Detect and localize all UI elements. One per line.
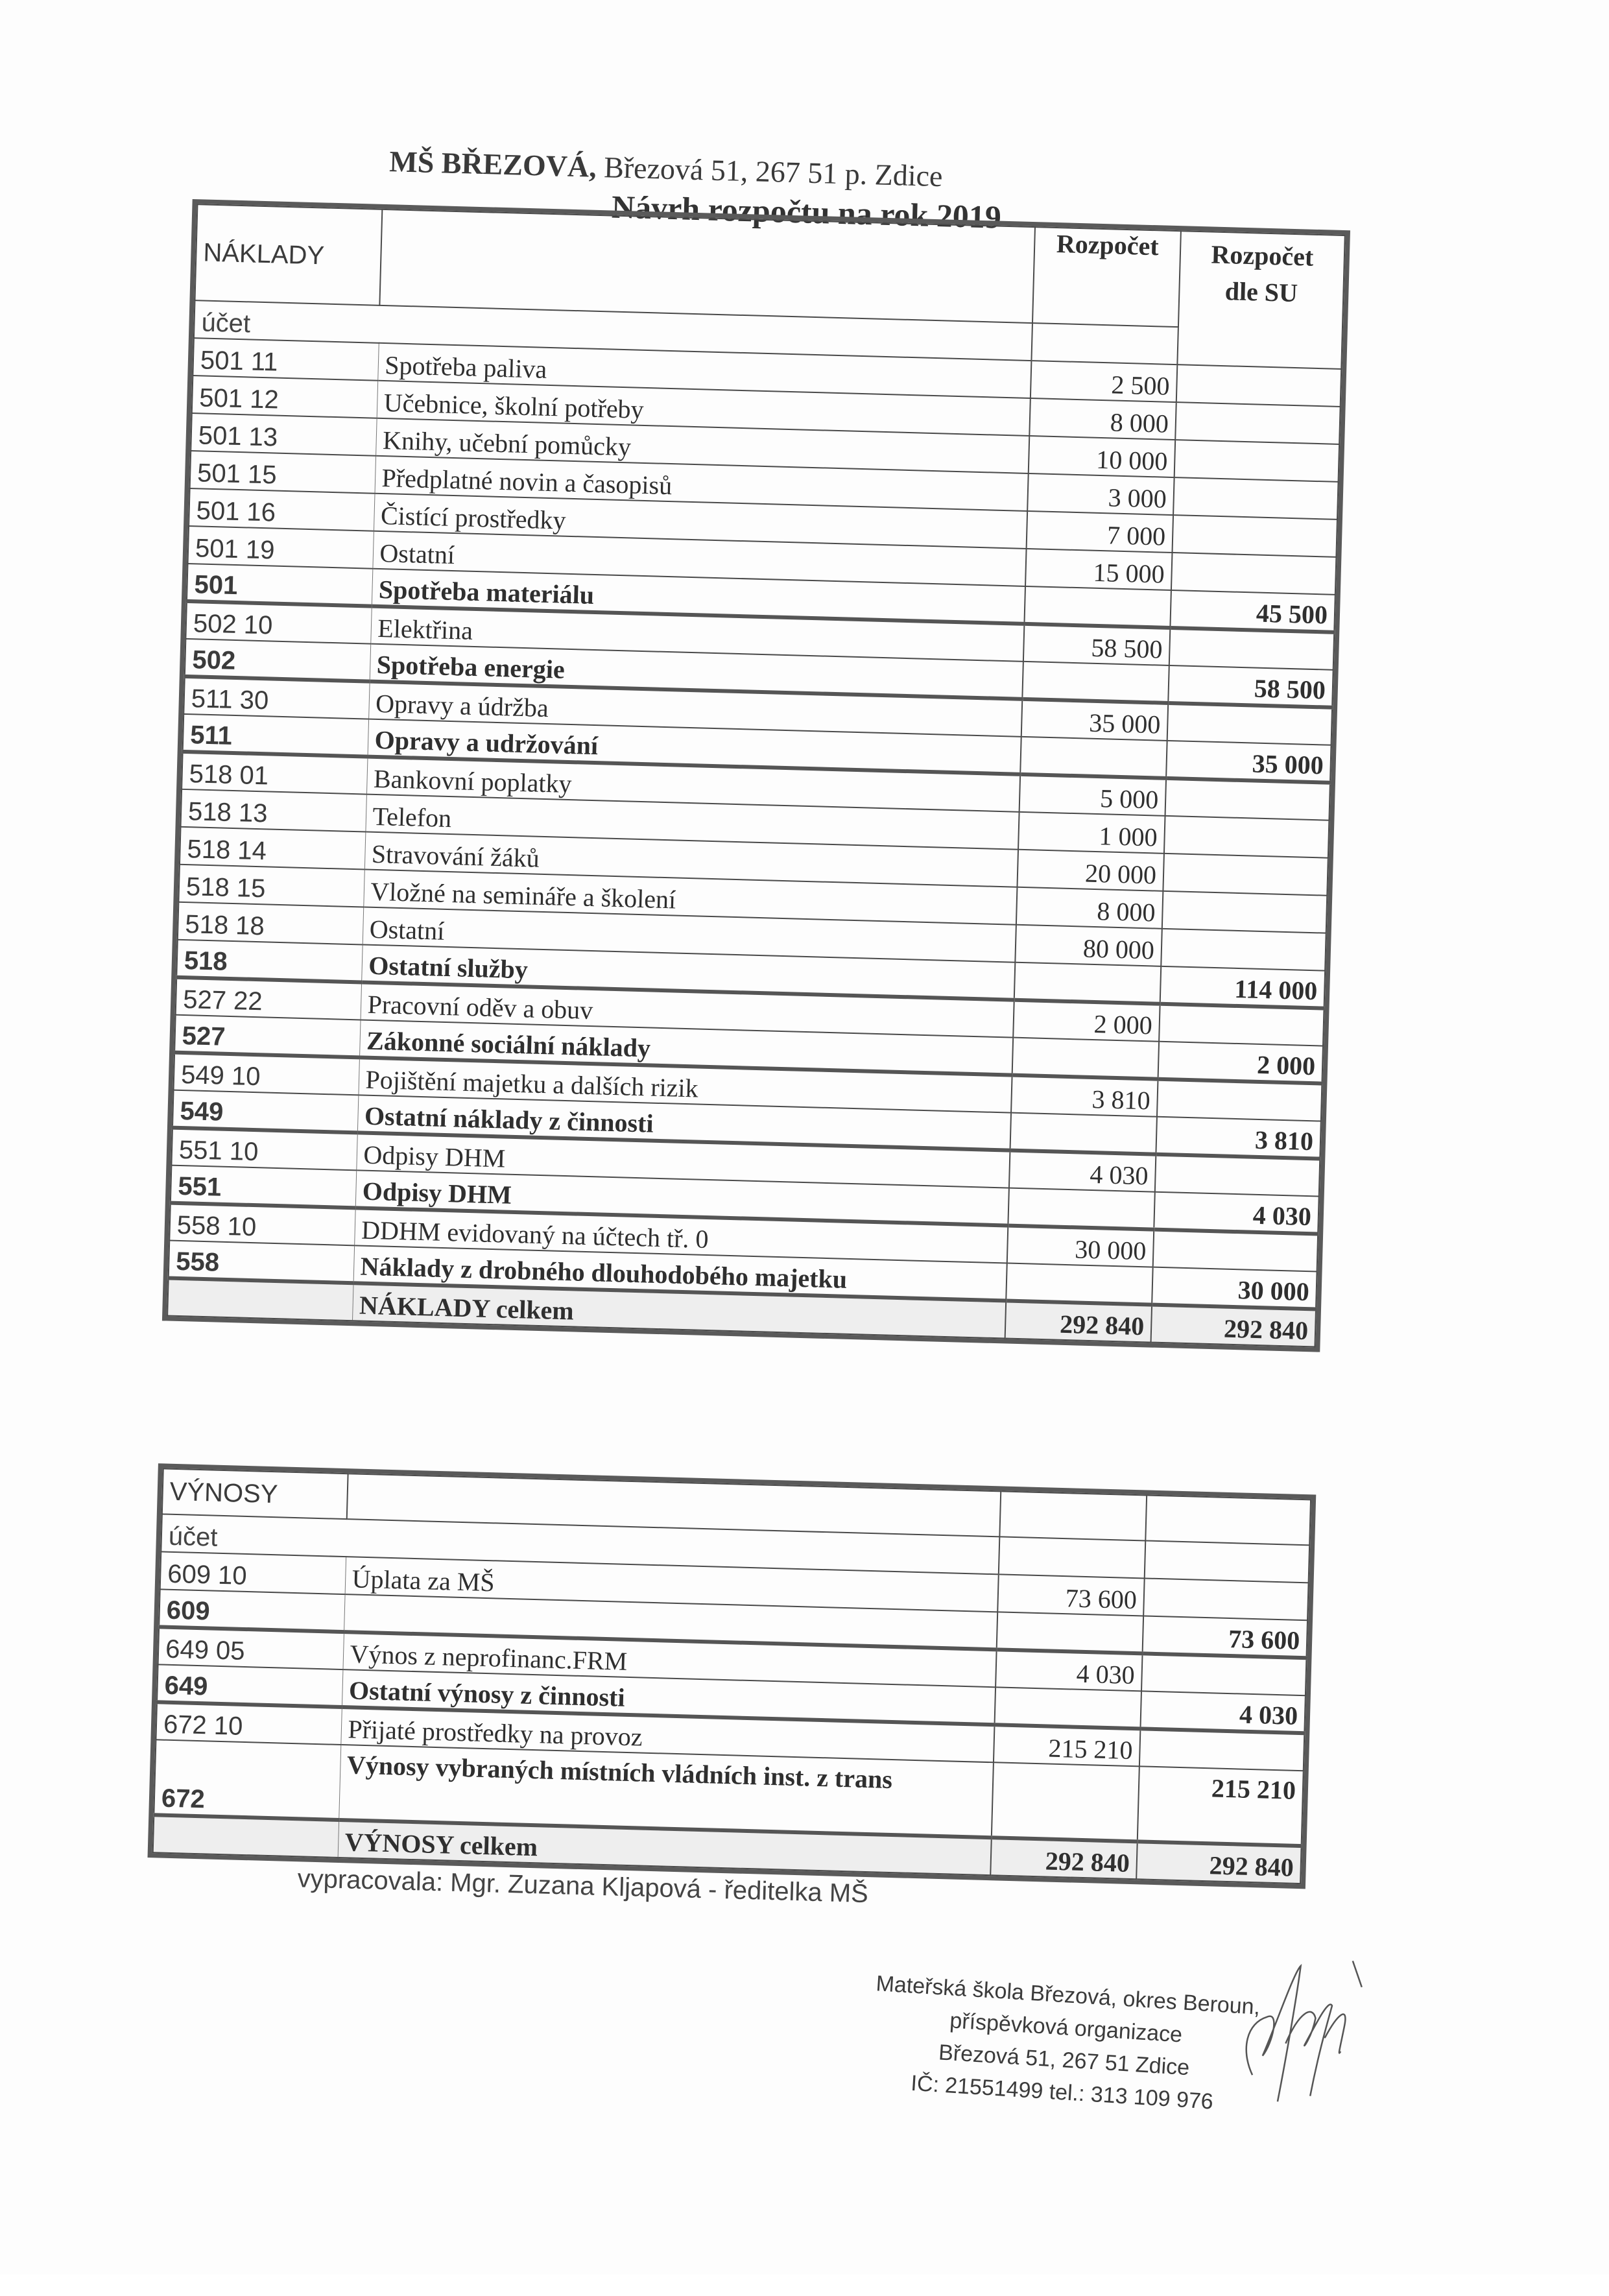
- group-total-su: 2 000: [1158, 1042, 1323, 1084]
- budget-value: 2 500: [1031, 361, 1177, 402]
- group-code: 558: [169, 1241, 354, 1284]
- account-name: Opravy a údržba: [368, 682, 1022, 737]
- stamp-line: příspěvková organizace: [949, 2008, 1184, 2048]
- account-code: 558 10: [169, 1203, 355, 1246]
- account-name: Pracovní oděv a obuv: [361, 982, 1014, 1037]
- budget-su-blank: [1173, 477, 1338, 520]
- account-name: Úplata za MŠ: [345, 1557, 999, 1612]
- account-code: 609 10: [160, 1551, 346, 1594]
- group-code: 649: [157, 1664, 342, 1707]
- revenues-table: [152, 1468, 1311, 1884]
- signature-image: [1225, 1944, 1372, 2117]
- costs-total-label: NÁKLADY celkem: [352, 1283, 1006, 1338]
- budget-blank: [1006, 1263, 1152, 1305]
- account-code: 551 10: [171, 1128, 357, 1171]
- account-code: 672 10: [156, 1702, 341, 1745]
- revenues-section-label: VÝNOSY: [162, 1468, 348, 1519]
- account-name: Stravování žáků: [364, 832, 1018, 887]
- budget-blank: [1010, 1113, 1156, 1154]
- account-code: 518 18: [178, 902, 363, 945]
- budget-value: 8 000: [1016, 887, 1163, 929]
- budget-value: 58 500: [1023, 624, 1170, 665]
- account-code: 549 10: [174, 1053, 359, 1095]
- budget-su-blank: [1159, 1004, 1324, 1046]
- budget-value: 15 000: [1025, 549, 1172, 590]
- budget-value: 30 000: [1007, 1226, 1154, 1267]
- budget-su-blank: [1175, 402, 1340, 444]
- budget-su-blank: [1163, 854, 1328, 896]
- revenues-header-blank-su: [1145, 1495, 1311, 1545]
- org-name: MŠ BŘEZOVÁ,: [388, 145, 597, 184]
- budget-blank: [1022, 662, 1169, 703]
- budget-su-blank: [1161, 929, 1326, 971]
- group-code: 549: [173, 1090, 358, 1133]
- budget-su-blank: [1143, 1578, 1308, 1620]
- group-total-su: 215 210: [1138, 1766, 1304, 1846]
- account-name: Bankovní poplatky: [366, 757, 1020, 812]
- organization-stamp: [867, 1967, 1263, 2121]
- budget-blank: [995, 1687, 1141, 1728]
- budget-value: 215 210: [994, 1725, 1140, 1766]
- account-code: 501 11: [193, 338, 378, 381]
- account-code: 518 01: [182, 752, 367, 795]
- account-code: 518 14: [180, 827, 365, 870]
- account-name: Spotřeba paliva: [377, 343, 1031, 398]
- account-code: 511 30: [184, 676, 369, 719]
- group-total-su: 73 600: [1143, 1616, 1307, 1658]
- revenues-account-blank-su: [1145, 1540, 1309, 1583]
- group-total-su: 35 000: [1166, 741, 1331, 783]
- group-name: Odpisy DHM: [355, 1170, 1009, 1225]
- budget-su-blank: [1155, 1154, 1320, 1197]
- stamp-line: Mateřská škola Březová, okres Beroun,: [875, 1971, 1261, 2020]
- group-code: 672: [154, 1740, 340, 1820]
- account-code: 501 19: [187, 526, 373, 569]
- budget-su-blank: [1167, 703, 1332, 745]
- account-name: Ostatní: [363, 907, 1016, 962]
- revenues-account-blank-budget: [999, 1537, 1145, 1578]
- budget-value: 1 000: [1018, 812, 1165, 854]
- group-total-su: 114 000: [1160, 966, 1325, 1009]
- account-name: Knihy, učební pomůcky: [375, 418, 1029, 473]
- account-code: 518 13: [181, 789, 366, 832]
- group-total-su: 45 500: [1170, 590, 1335, 632]
- account-name: Pojištění majetku a dalších rizik: [358, 1057, 1012, 1112]
- group-code: 551: [171, 1166, 356, 1208]
- group-name: Zákonné sociální náklady: [359, 1020, 1013, 1075]
- budget-value: 20 000: [1017, 850, 1163, 891]
- stamp-line: Březová 51, 267 51 Zdice: [938, 2040, 1191, 2081]
- account-name: Ostatní: [372, 531, 1026, 586]
- revenues-table-body: [153, 1468, 1311, 1883]
- group-code: 518: [176, 940, 362, 983]
- account-name: Učebnice, školní potřeby: [377, 381, 1031, 436]
- budget-value: 2 000: [1013, 1000, 1160, 1042]
- revenues-total-budget: 292 840: [990, 1837, 1137, 1879]
- column-header-budget-su-line2: dle SU: [1224, 276, 1298, 308]
- account-code: 527 22: [176, 977, 361, 1020]
- budget-value: 35 000: [1021, 699, 1168, 741]
- budget-value: 80 000: [1015, 925, 1162, 966]
- budget-su-blank: [1164, 816, 1329, 858]
- org-address: Březová 51, 267 51 p. Zdice: [603, 150, 944, 193]
- costs-account-blank: [1031, 323, 1178, 365]
- account-name: Předplatné novin a časopisů: [375, 456, 1029, 511]
- budget-blank: [1020, 737, 1167, 778]
- prepared-by: vypracovala: Mgr. Zuzana Kljapová - ředitelka MŠ: [297, 1864, 869, 1909]
- group-total-su: 3 810: [1156, 1117, 1320, 1159]
- account-code: 501 15: [190, 451, 375, 494]
- column-header-budget: Rozpočet: [1032, 227, 1181, 327]
- account-name: Výnos z neprofinanc.FRM: [342, 1632, 996, 1687]
- group-name: Spotřeba energie: [370, 644, 1023, 699]
- budget-blank: [1024, 586, 1171, 628]
- budget-value: 73 600: [997, 1574, 1144, 1616]
- revenues-total-budget-su: 292 840: [1136, 1841, 1301, 1883]
- account-code: 502 10: [185, 601, 371, 644]
- costs-table: [167, 204, 1346, 1347]
- budget-value: 3 810: [1011, 1075, 1158, 1117]
- group-total-su: 4 030: [1140, 1691, 1305, 1733]
- budget-su-blank: [1172, 515, 1337, 557]
- costs-section-label: NÁKLADY: [195, 204, 382, 305]
- group-code: 527: [174, 1015, 360, 1058]
- budget-blank: [1008, 1188, 1154, 1230]
- account-code: 501 13: [191, 413, 376, 456]
- budget-su-blank: [1162, 891, 1327, 933]
- budget-value: 4 030: [1009, 1151, 1156, 1192]
- account-name: Čistící prostředky: [374, 494, 1027, 549]
- budget-su-blank: [1141, 1653, 1306, 1695]
- revenues-total-code-blank: [153, 1815, 339, 1858]
- group-code: 609: [159, 1589, 344, 1632]
- column-header-budget-su: [1177, 231, 1344, 369]
- costs-account-label: účet: [194, 300, 1032, 361]
- stamp-line: IČ: 21551499 tel.: 313 109 976: [910, 2070, 1214, 2114]
- group-name: Opravy a udržování: [368, 719, 1021, 774]
- group-total-su: 58 500: [1168, 665, 1333, 708]
- document-title: Návrh rozpočtu na rok 2019: [611, 188, 1002, 235]
- budget-su-blank: [1157, 1079, 1322, 1121]
- budget-value: 5 000: [1019, 774, 1166, 816]
- budget-blank: [992, 1762, 1139, 1841]
- group-name: Výnosy vybraných místních vládních inst. z trans: [339, 1745, 994, 1837]
- account-name: Telefon: [365, 795, 1019, 850]
- account-name: Přijaté prostředky na provoz: [340, 1707, 994, 1762]
- revenues-header-blank-budget: [999, 1491, 1147, 1540]
- group-name: Ostatní náklady z činnosti: [357, 1095, 1011, 1150]
- costs-header-blank: [379, 209, 1035, 323]
- group-name: Spotřeba materiálu: [372, 569, 1025, 624]
- account-code: 649 05: [158, 1627, 344, 1669]
- budget-blank: [1014, 963, 1161, 1004]
- account-code: 501 16: [189, 488, 374, 531]
- account-code: 501 12: [192, 376, 377, 418]
- column-header-budget-su-line1: Rozpočet: [1210, 239, 1314, 272]
- budget-su-blank: [1165, 778, 1330, 820]
- budget-blank: [997, 1612, 1143, 1653]
- revenues-account-label: účet: [161, 1514, 999, 1574]
- costs-table-body: [167, 204, 1345, 1346]
- budget-blank: [1012, 1038, 1159, 1079]
- budget-value: 3 000: [1027, 473, 1174, 515]
- account-name: Odpisy DHM: [356, 1132, 1010, 1188]
- group-total-su: 30 000: [1152, 1267, 1317, 1309]
- group-total-su: 4 030: [1154, 1192, 1318, 1234]
- budget-su-blank: [1139, 1728, 1304, 1771]
- budget-su-blank: [1174, 440, 1339, 482]
- budget-value: 8 000: [1029, 398, 1176, 440]
- costs-total-budget-su: 292 840: [1151, 1305, 1316, 1347]
- budget-su-blank: [1176, 365, 1341, 407]
- costs-total-code-blank: [167, 1278, 353, 1321]
- group-code: 501: [187, 564, 372, 606]
- account-name: DDHM evidovaný na účtech tř. 0: [354, 1208, 1008, 1263]
- account-name: Vložné na semináře a školení: [363, 870, 1017, 925]
- costs-total-budget: 292 840: [1005, 1301, 1152, 1343]
- budget-su-blank: [1171, 553, 1336, 595]
- group-name: Ostatní služby: [361, 944, 1015, 999]
- budget-value: 7 000: [1027, 511, 1173, 553]
- account-name: Elektřina: [370, 606, 1024, 662]
- revenues-total-label: VÝNOSY celkem: [338, 1820, 992, 1875]
- budget-value: 10 000: [1029, 436, 1175, 477]
- group-name: Náklady z drobného dlouhodobého majetku: [353, 1245, 1007, 1300]
- account-code: 518 15: [178, 865, 364, 907]
- group-name: Ostatní výnosy z činnosti: [342, 1669, 995, 1725]
- group-code: 502: [185, 639, 370, 682]
- group-code: 511: [183, 714, 368, 757]
- budget-su-blank: [1153, 1230, 1318, 1272]
- budget-su-blank: [1169, 628, 1334, 670]
- budget-value: 4 030: [995, 1649, 1142, 1691]
